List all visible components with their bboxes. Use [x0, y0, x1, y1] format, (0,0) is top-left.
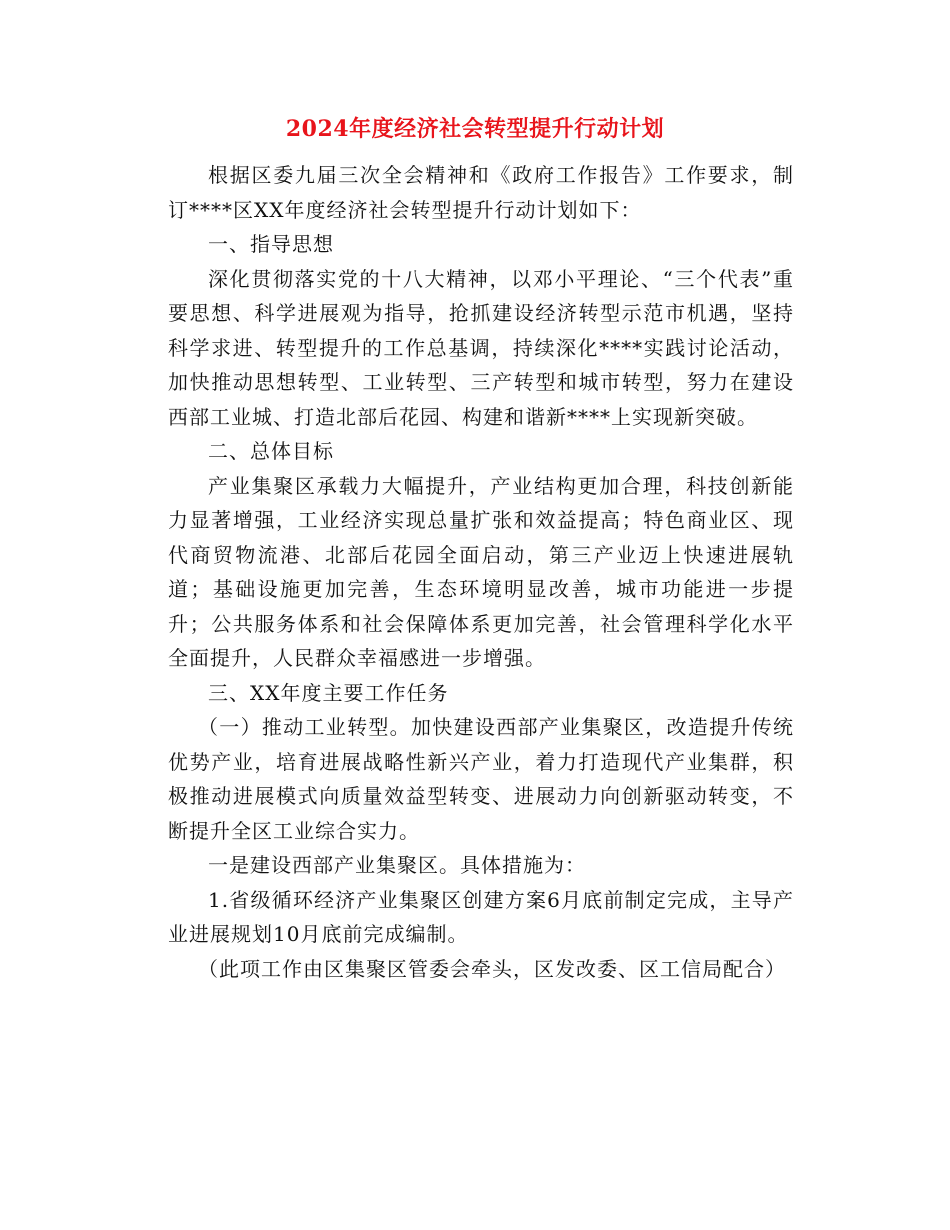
- document-title: 2024年度经济社会转型提升行动计划: [285, 116, 665, 142]
- industrial-transformation-paragraph: （一）推动工业转型。加快建设西部产业集聚区，改造提升传统优势产业，培育进展战略性新兴产业，着力打造现代产业集群，积极推动进展模式向质量效益型转变、进展动力向创新驱动转变，不断提升全区工业综合实力。: [168, 715, 794, 843]
- responsibility-note: （此项工作由区集聚区管委会牵头，区发改委、区工信局配合）: [198, 956, 786, 981]
- measure-item-1: 1.省级循环经济产业集聚区创建方案6月底前制定完成，主导产业进展规划10月底前完成编制。: [168, 887, 794, 946]
- section-heading-main-tasks: 三、XX年度主要工作任务: [208, 680, 449, 705]
- guiding-thought-paragraph: 深化贯彻落实党的十八大精神，以邓小平理论、“三个代表”重要思想、科学进展观为指导，抢抓建设经济转型示范市机遇，坚持科学求进、转型提升的工作总基调，持续深化****实践讨论活动，加快推动思想转型、工业转型、三产转型和城市转型，努力在建设西部工业城、打造北部后花园、构建和谐新****上实现新突破。: [168, 266, 794, 429]
- overall-goals-paragraph: 产业集聚区承载力大幅提升，产业结构更加合理，科技创新能力显著增强，工业经济实现总量扩张和效益提高；特色商业区、现代商贸物流港、北部后花园全面启动，第三产业迈上快速进展轨道；基础设施更加完善，生态环境明显改善，城市功能进一步提升；公共服务体系和社会保障体系更加完善，社会管理科学化水平全面提升，人民群众幸福感进一步增强。: [168, 473, 794, 670]
- section-heading-overall-goals: 二、总体目标: [208, 439, 334, 463]
- section-heading-guiding-thought: 一、指导思想: [208, 232, 334, 256]
- document-body: [168, 158, 794, 986]
- intro-paragraph: 根据区委九届三次全会精神和《政府工作报告》工作要求，制订****区XX年度经济社会转型提升行动计划如下：: [168, 163, 794, 222]
- measure-intro-paragraph: 一是建设西部产业集聚区。具体措施为：: [208, 853, 586, 877]
